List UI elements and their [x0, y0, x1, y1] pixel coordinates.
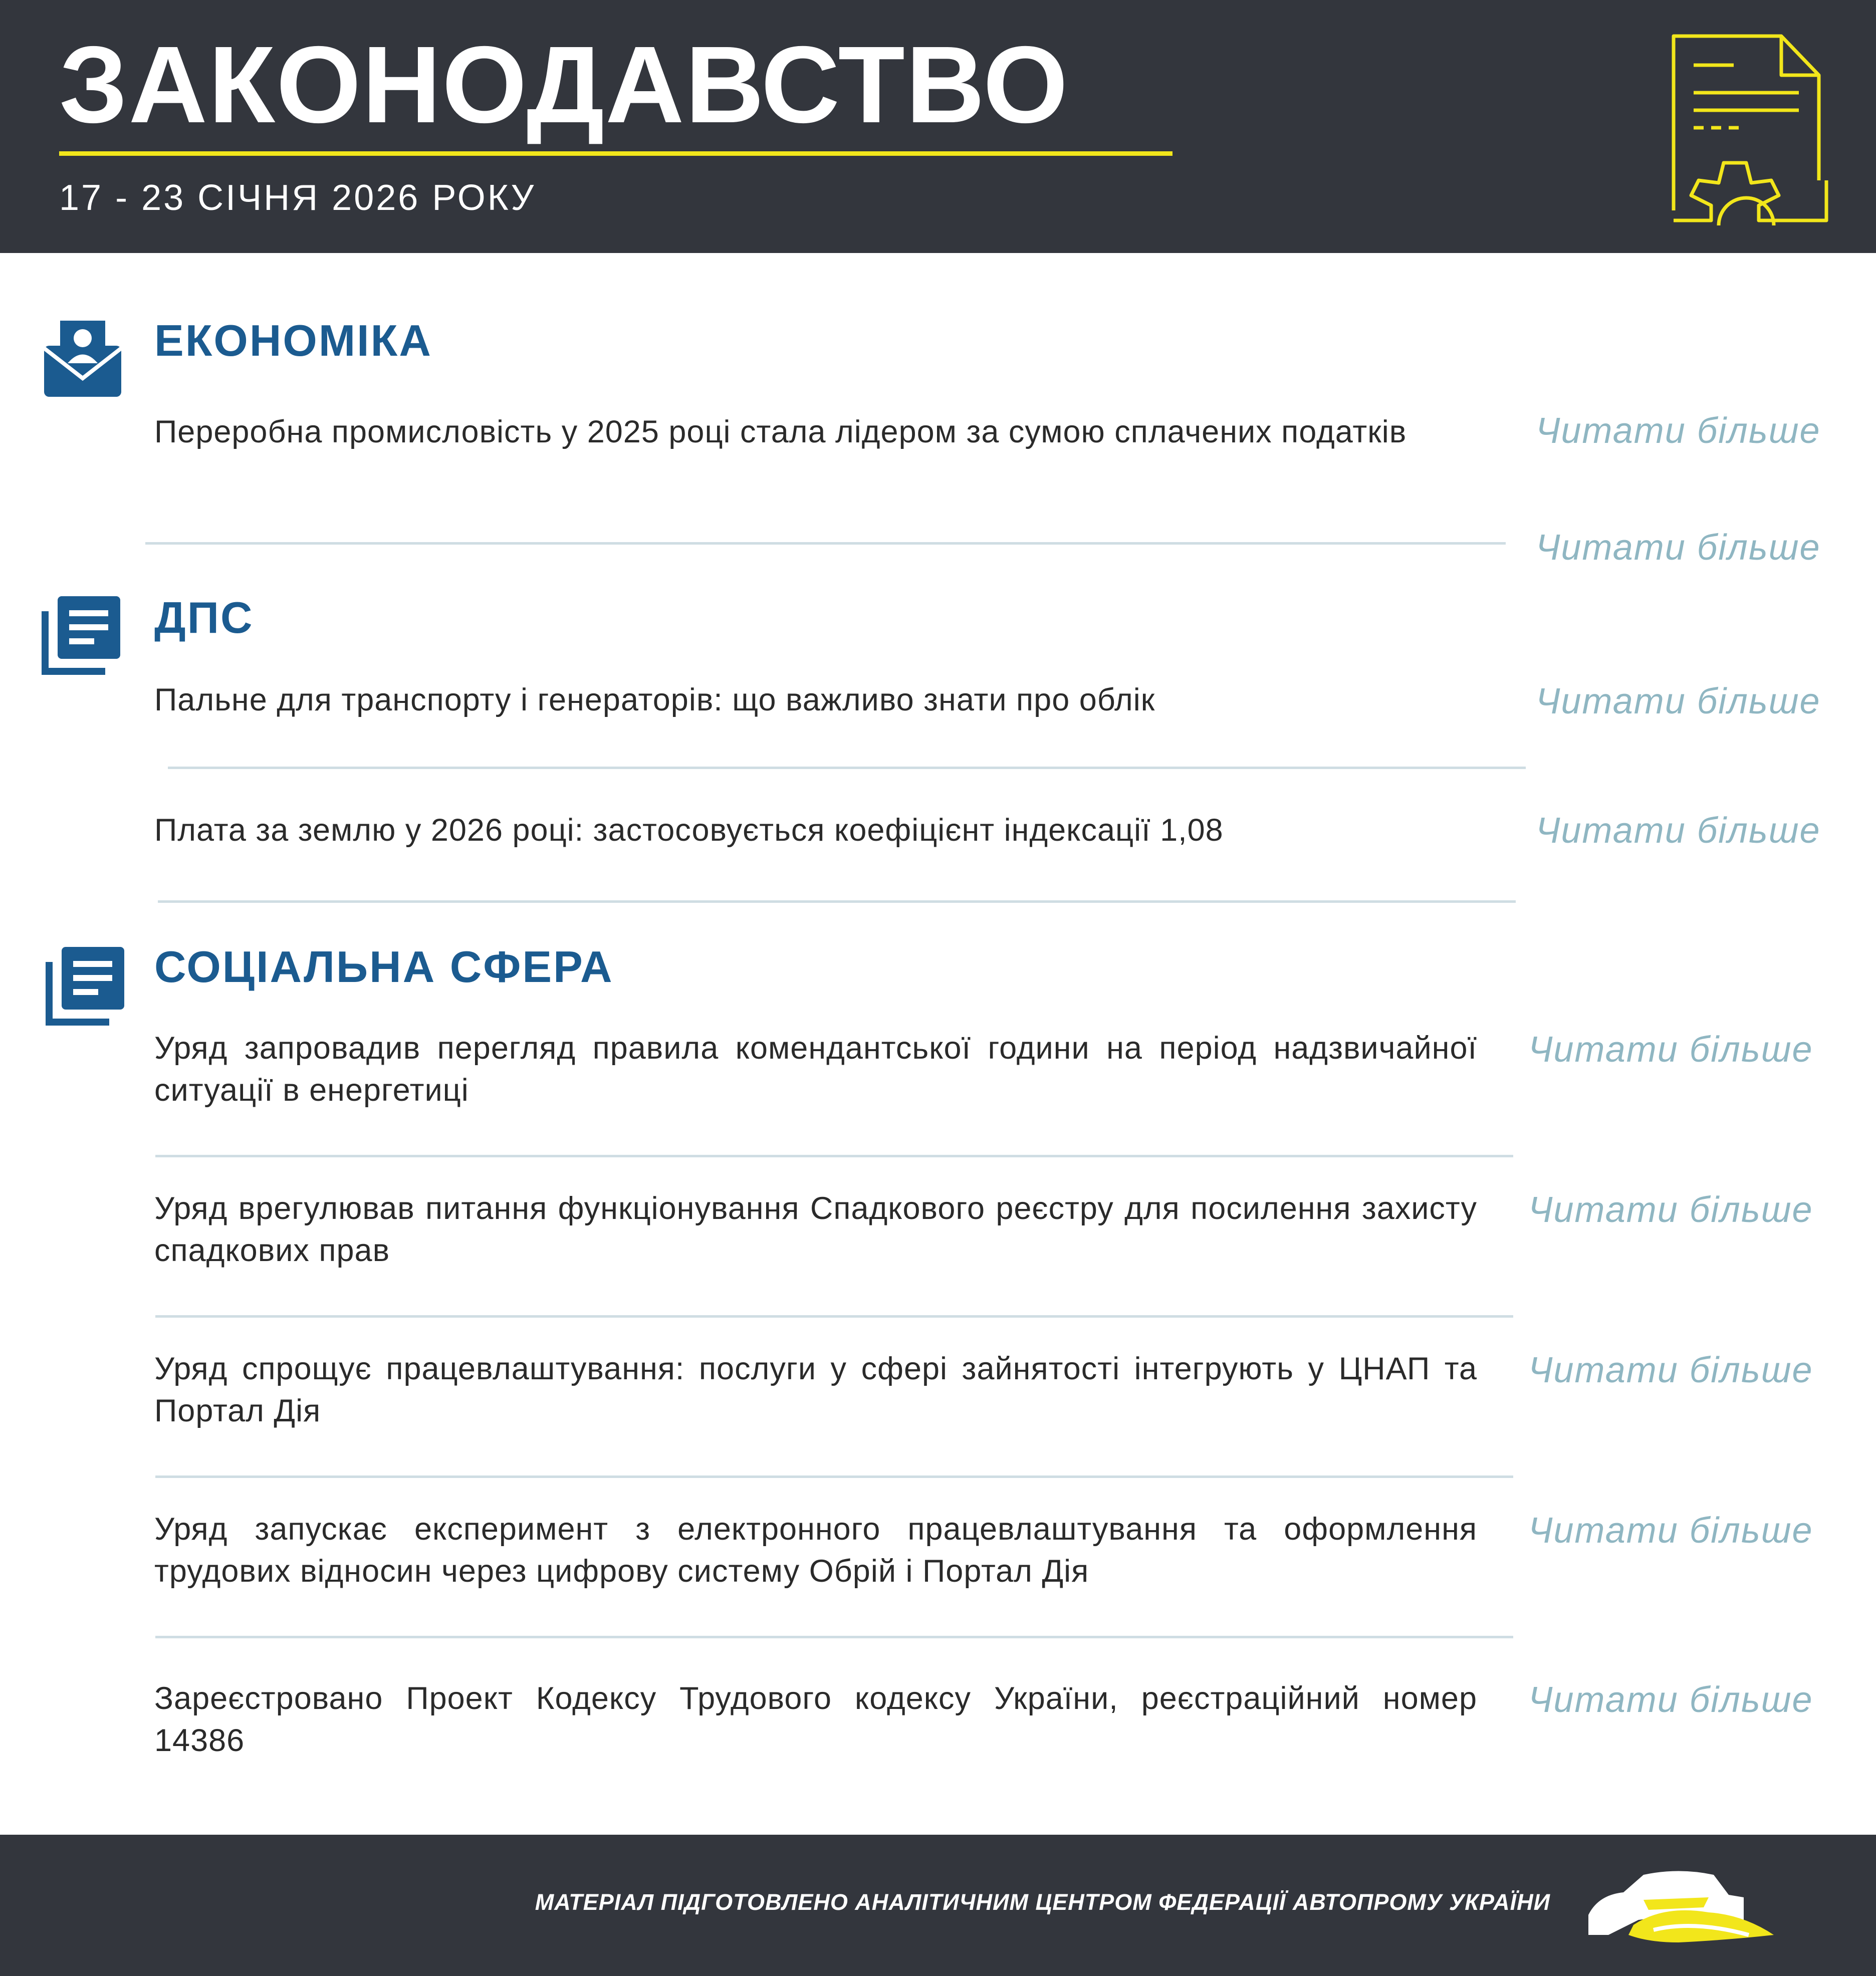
read-more-link[interactable]: Читати більше — [1536, 811, 1821, 851]
document-gear-icon — [1664, 30, 1829, 230]
documents-icon — [44, 942, 129, 1027]
header-divider — [59, 151, 1172, 156]
divider — [155, 1636, 1513, 1638]
section-title-tax: ДПС — [154, 593, 254, 642]
read-more-link[interactable]: Читати більше — [1528, 1680, 1813, 1720]
page-title: ЗАКОНОДАВСТВО — [59, 24, 1069, 146]
documents-icon — [40, 591, 125, 676]
read-more-link[interactable]: Читати більше — [1528, 1350, 1813, 1390]
news-item-text: Уряд запровадив перегляд правила комендантської години на період надзвичайної ситуації в енергетиці — [154, 1031, 1477, 1108]
news-item-text: Плата за землю у 2026 році: застосовується коефіцієнт індексації 1,08 — [154, 813, 1224, 848]
date-range: 17 - 23 СІЧНЯ 2026 РОКУ — [59, 178, 536, 218]
section-title-social: СОЦІАЛЬНА СФЕРА — [154, 942, 614, 992]
envelope-user-icon — [40, 316, 125, 401]
read-more-link[interactable]: Читати більше — [1528, 1511, 1813, 1551]
news-item-text: Зареєстровано Проект Кодексу Трудового кодексу України, реєстраційний номер 14386 — [154, 1681, 1477, 1758]
divider — [168, 767, 1526, 769]
read-more-link[interactable]: Читати більше — [1536, 681, 1821, 721]
news-item-text: Уряд спрощує працевлаштування: послуги у сфері зайнятості інтегрують у ЦНАП та Портал Дія — [154, 1351, 1477, 1428]
footer — [0, 1835, 1876, 1976]
divider — [155, 1475, 1513, 1478]
footer-credit: МАТЕРІАЛ ПІДГОТОВЛЕНО АНАЛІТИЧНИМ ЦЕНТРОМ ФЕДЕРАЦІЇ АВТОПРОМУ УКРАЇНИ — [535, 1889, 1550, 1915]
news-item-text: Уряд запускає експеримент з електронного працевлаштування та оформлення трудових відносин через цифрову систему Обрій і Портал Дія — [154, 1512, 1477, 1589]
news-item-text: Переробна промисловість у 2025 році стала лідером за сумою сплачених податків — [154, 414, 1407, 449]
divider — [155, 1155, 1513, 1157]
read-more-link[interactable]: Читати більше — [1536, 411, 1821, 451]
news-item-text: Пальне для транспорту і генераторів: що важливо знати про облік — [154, 682, 1155, 717]
divider — [145, 542, 1506, 545]
divider — [158, 900, 1516, 903]
read-more-link[interactable]: Читати більше — [1528, 1190, 1813, 1230]
news-item-text: Уряд врегулював питання функціонування Спадкового реєстру для посилення захисту спадкових прав — [154, 1191, 1477, 1268]
read-more-link[interactable]: Читати більше — [1536, 528, 1821, 568]
header — [0, 0, 1876, 253]
divider — [155, 1315, 1513, 1318]
section-title-economy: ЕКОНОМІКА — [154, 316, 432, 365]
car-logo-icon — [1578, 1860, 1779, 1960]
read-more-link[interactable]: Читати більше — [1528, 1030, 1813, 1070]
